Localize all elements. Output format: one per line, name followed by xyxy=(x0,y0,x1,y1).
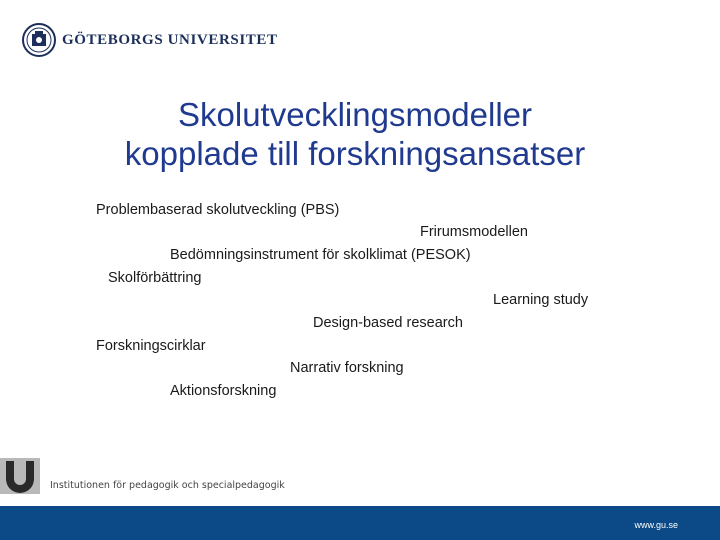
website-link[interactable]: www.gu.se xyxy=(634,520,678,530)
list-item: Forskningscirklar xyxy=(96,338,206,354)
list-item: Aktionsforskning xyxy=(170,383,277,399)
department-logo-icon xyxy=(0,458,40,494)
title-line-1: Skolutvecklingsmodeller xyxy=(178,96,532,133)
department-name: Institutionen för pedagogik och specialpedagogik xyxy=(50,480,285,491)
university-seal-icon xyxy=(22,23,56,57)
title-line-2: kopplade till forskningsansatser xyxy=(124,135,586,172)
list-item: Design-based research xyxy=(313,315,463,331)
university-header xyxy=(22,20,278,60)
list-item: Skolförbättring xyxy=(108,270,202,286)
slide-title xyxy=(0,95,710,173)
list-item: Narrativ forskning xyxy=(290,360,404,376)
university-name: GÖTEBORGS UNIVERSITET xyxy=(62,31,278,48)
list-item: Frirumsmodellen xyxy=(420,224,528,240)
bottom-bar xyxy=(0,506,720,540)
list-item: Learning study xyxy=(493,292,589,308)
list-item: Bedömningsinstrument för skolklimat (PESOK) xyxy=(170,247,471,263)
list-item: Problembaserad skolutveckling (PBS) xyxy=(96,202,340,218)
